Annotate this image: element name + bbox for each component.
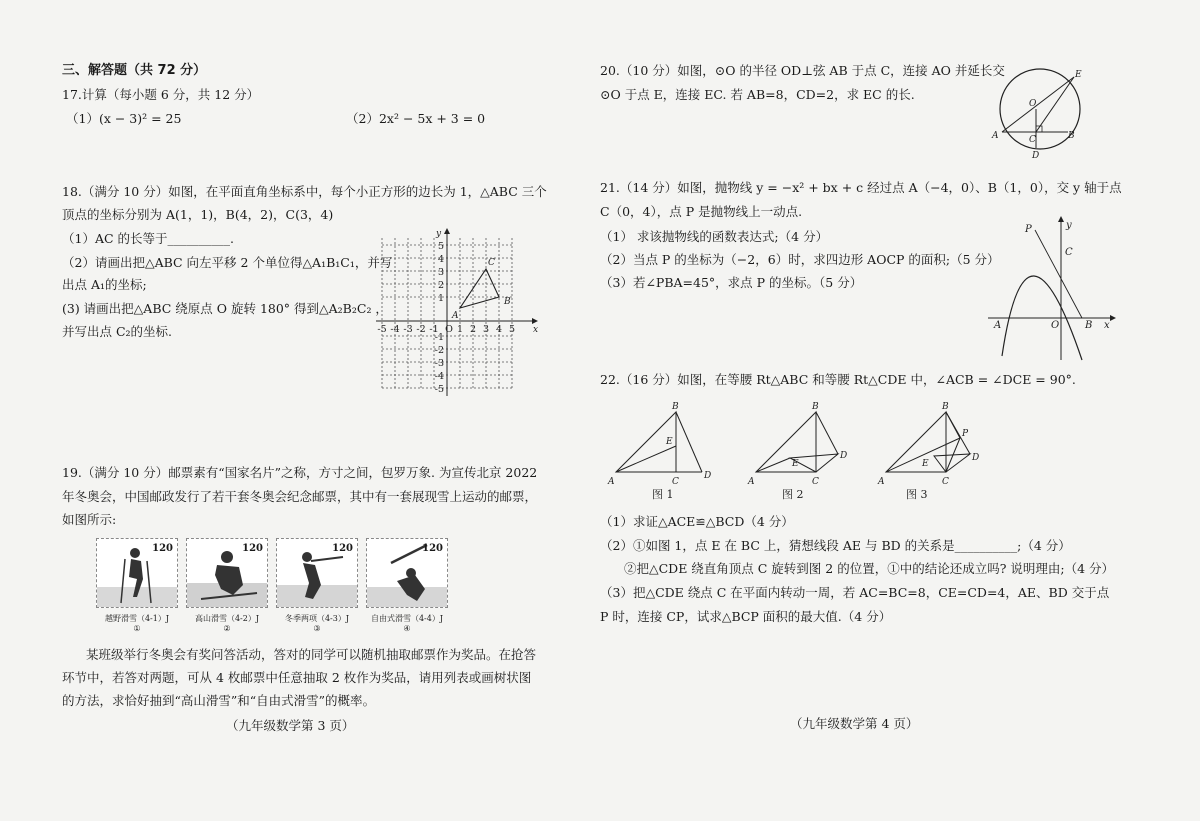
q22-figures <box>606 398 1006 504</box>
q22-part3a: （3）把△CDE 绕点 C 在平面内转动一周，若 AC=BC=8，CE=CD=4，AE、BD 交于点 <box>600 585 1110 600</box>
label-C: C <box>1029 135 1036 145</box>
fig3-B: B <box>942 402 949 412</box>
fig3-D: D <box>972 453 980 463</box>
right-page <box>600 0 1200 821</box>
q22-line1: 22.（16 分）如图，在等腰 Rt△ABC 和等腰 Rt△CDE 中，∠ACB = ∠DCE = 90°. <box>600 372 1076 387</box>
x-tick: 4 <box>495 324 503 335</box>
q19-para3: 的方法，求恰好抽到“高山滑雪”和“自由式滑雪”的概率。 <box>62 693 376 708</box>
fig2-C: C <box>812 477 819 487</box>
stamp-alpine-skiing <box>186 538 268 608</box>
q20-line2: ⊙O 于点 E，连接 EC. 若 AB=8，CD=2，求 EC 的长. <box>600 87 915 102</box>
y-tick: -4 <box>434 371 444 382</box>
fig3-E: E <box>922 459 929 469</box>
stamp-caption <box>366 613 448 633</box>
q21-parabola-figure <box>988 214 1120 362</box>
stamp-price: 120 <box>152 543 173 554</box>
q22-part2a: （2）①如图 1，点 E 在 BC 上，猜想线段 AE 与 BD 的关系是__________;（4 分） <box>600 538 1071 553</box>
x-tick: 5 <box>508 324 516 335</box>
stamp-caption <box>96 613 178 633</box>
grid-label-A: A <box>452 311 459 321</box>
grid-y-label: y <box>436 229 442 239</box>
stamp-cross-country-skiing <box>96 538 178 608</box>
q18-line2: 顶点的坐标分别为 A(1，1)，B(4，2)，C(3，4) <box>62 207 334 222</box>
q22-part2b: ②把△CDE 绕直角顶点 C 旋转到图 2 的位置，①中的结论还成立吗? 说明理由;（4 分） <box>624 561 1115 576</box>
q22-figure-1 <box>616 412 702 472</box>
label-B: B <box>1068 131 1075 141</box>
q21-line1: 21.（14 分）如图，抛物线 y = −x² + bx + c 经过点 A（−4，0）、B（1，0），交 y 轴于点 <box>600 180 1122 195</box>
q19-line1: 19.（满分 10 分）邮票素有“国家名片”之称，方寸之间，包罗万象. 为宣传北京 2022 <box>62 465 538 480</box>
page-footer: （九年级数学第 3 页） <box>226 718 355 733</box>
q17-part1: （1）(x − 3)² = 25 <box>66 111 182 126</box>
fig2-D: D <box>840 451 848 461</box>
stamp-number: ③ <box>313 624 321 633</box>
fig1-D: D <box>704 471 712 481</box>
stamp-caption-text: 越野滑雪（4-1）J <box>104 614 170 623</box>
stamp-price: 120 <box>242 543 263 554</box>
label-A: A <box>992 131 999 141</box>
label-A: A <box>994 320 1002 331</box>
fig-label-1: 图 1 <box>652 488 674 501</box>
y-tick: -1 <box>434 332 444 343</box>
fig-label-2: 图 2 <box>782 488 804 501</box>
page-footer: （九年级数学第 4 页） <box>790 716 919 731</box>
section-title: 三、解答题（共 72 分） <box>62 63 207 78</box>
label-P: P <box>1025 224 1032 235</box>
stamp-number: ④ <box>403 624 411 633</box>
y-tick: -2 <box>434 345 444 356</box>
stamp-price: 120 <box>332 543 353 554</box>
q18-part3b: 并写出点 C₂的坐标. <box>62 324 173 339</box>
label-D: D <box>1032 151 1040 160</box>
stamp-biathlon <box>276 538 358 608</box>
stamp-price: 120 <box>422 543 443 554</box>
q17-title: 17.计算（每小题 6 分，共 12 分） <box>62 87 260 102</box>
q21-part1: （1） 求该抛物线的函数表达式;（4 分） <box>600 229 829 244</box>
q20-circle-figure <box>988 64 1098 160</box>
q19-para1: 某班级举行冬奥会有奖问答活动，答对的同学可以随机抽取邮票作为奖品。在抢答 <box>86 647 537 662</box>
label-y: y <box>1066 220 1072 231</box>
q18-part2b: 出点 A₁的坐标; <box>62 277 147 292</box>
q18-part2a: （2）请画出把△ABC 向左平移 2 个单位得△A₁B₁C₁，并写 <box>62 255 393 270</box>
q21-part3: （3）若∠PBA=45°，求点 P 的坐标。（5 分） <box>600 275 863 290</box>
fig2-E: E <box>792 459 799 469</box>
q18-part3a: (3) 请画出把△ABC 绕原点 O 旋转 180° 得到△A₂B₂C₂ ， <box>62 301 388 316</box>
stamp-caption <box>186 613 268 633</box>
grid-x-label: x <box>533 325 539 335</box>
x-tick: 1 <box>456 324 464 335</box>
fig3-C: C <box>942 477 949 487</box>
grid-label-C: C <box>488 258 495 268</box>
x-tick: -1 <box>429 324 439 335</box>
stamp-freestyle-skiing <box>366 538 448 608</box>
fig3-P: P <box>962 429 969 439</box>
label-x: x <box>1104 320 1110 331</box>
x-tick: -5 <box>377 324 387 335</box>
y-tick: 5 <box>437 241 444 252</box>
x-tick: -2 <box>416 324 426 335</box>
stamp-caption-text: 高山滑雪（4-2）J <box>194 614 260 623</box>
label-O: O <box>1051 320 1060 331</box>
label-E: E <box>1075 70 1082 80</box>
fig1-C: C <box>672 477 679 487</box>
q18-coordinate-grid <box>372 228 544 400</box>
y-tick: 2 <box>437 280 444 291</box>
fig1-A: A <box>608 477 615 487</box>
q19-line2: 年冬奥会，中国邮政发行了若干套冬奥会纪念邮票，其中有一套展现雪上运动的邮票， <box>62 489 538 504</box>
stamp-caption-text: 自由式滑雪（4-4）J <box>370 614 444 623</box>
fig1-E: E <box>666 437 673 447</box>
grid-origin: O <box>445 324 453 335</box>
q18-line1: 18.（满分 10 分）如图，在平面直角坐标系中，每个小正方形的边长为 1，△ABC 三个 <box>62 184 547 199</box>
x-tick: 2 <box>469 324 477 335</box>
y-tick: 3 <box>437 267 444 278</box>
y-tick: -3 <box>434 358 444 369</box>
stamp-caption-text: 冬季两项（4-3）J <box>284 614 350 623</box>
q21-part2: （2）当点 P 的坐标为（−2，6）时，求四边形 AOCP 的面积;（5 分） <box>600 252 1000 267</box>
q18-part1: （1）AC 的长等于__________. <box>62 231 234 246</box>
grid-label-B: B <box>504 297 511 307</box>
y-tick: 1 <box>437 293 444 304</box>
label-C: C <box>1065 247 1073 258</box>
q17-part2: （2）2x² − 5x + 3 = 0 <box>346 111 486 126</box>
fig1-B: B <box>672 402 679 412</box>
q22-part1: （1）求证△ACE≌△BCD（4 分） <box>600 514 794 529</box>
fig3-A: A <box>878 477 885 487</box>
x-tick: -4 <box>390 324 400 335</box>
x-tick: 3 <box>482 324 490 335</box>
stamp-number: ① <box>133 624 141 633</box>
label-B: B <box>1085 320 1093 331</box>
stamp-number: ② <box>223 624 231 633</box>
q22-part3b: P 时，连接 CP，试求△BCP 面积的最大值.（4 分） <box>600 609 892 624</box>
stamp-caption <box>276 613 358 633</box>
q19-line3: 如图所示: <box>62 512 117 527</box>
q19-para2: 环节中，若答对两题，可从 4 枚邮票中任意抽取 2 枚作为奖品，请用列表或画树状图 <box>62 670 532 685</box>
x-tick: -3 <box>403 324 413 335</box>
fig2-A: A <box>748 477 755 487</box>
fig2-B: B <box>812 402 819 412</box>
q20-line1: 20.（10 分）如图，⊙O 的半径 OD⊥弦 AB 于点 C，连接 AO 并延长交 <box>600 63 1005 78</box>
y-tick: 4 <box>437 254 444 265</box>
y-tick: -5 <box>434 384 444 395</box>
q21-line2: C（0，4），点 P 是抛物线上一动点. <box>600 204 803 219</box>
fig-label-3: 图 3 <box>906 488 928 501</box>
label-O: O <box>1029 99 1037 109</box>
